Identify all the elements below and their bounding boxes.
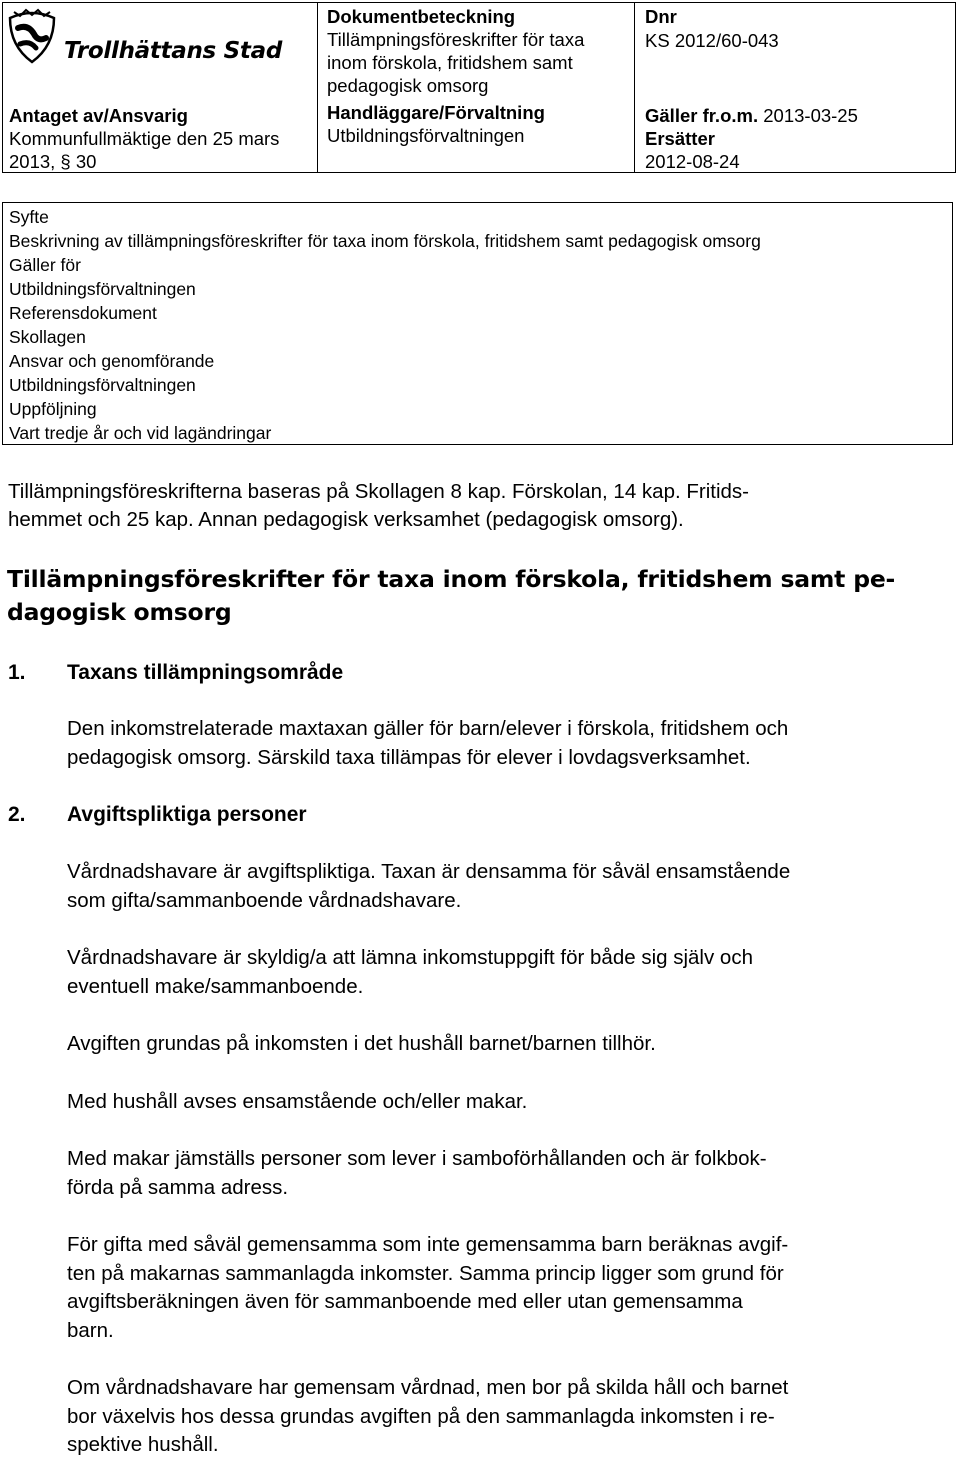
logo-text: Trollhättans Stad bbox=[64, 38, 282, 64]
antaget-label: Antaget av/Ansvarig bbox=[9, 105, 188, 126]
section2-p1-line1: Vårdnadshavare är avgiftspliktiga. Taxan är densamma för såväl ensamstående bbox=[67, 860, 791, 883]
ansvar-value: Utbildningsförvaltningen bbox=[9, 375, 196, 395]
dnr-label: Dnr bbox=[645, 6, 677, 27]
section1-p1-line2: pedagogisk omsorg. Särskild taxa tillämpas för elever i lovdagsverksamhet. bbox=[67, 746, 751, 769]
section2-p6-line1: För gifta med såväl gemensamma som inte gemensamma barn beräknas avgif- bbox=[67, 1233, 789, 1256]
galler-label: Gäller fr.o.m. bbox=[645, 105, 759, 126]
uppfoljning-value: Vart tredje år och vid lagändringar bbox=[9, 423, 272, 443]
document-info-box bbox=[2, 202, 953, 445]
referens-value: Skollagen bbox=[9, 327, 86, 347]
syfte-label: Syfte bbox=[9, 207, 49, 227]
main-heading-line2: dagogisk omsorg bbox=[7, 598, 232, 626]
intro-line1: Tillämpningsföreskrifterna baseras på Skollagen 8 kap. Förskolan, 14 kap. Fritids- bbox=[8, 480, 750, 503]
section2-p6-line2: ten på makarnas sammanlagda inkomster. Samma princip ligger som grund för bbox=[67, 1262, 784, 1285]
section2-number: 2. bbox=[8, 803, 26, 826]
referens-label: Referensdokument bbox=[9, 303, 157, 323]
doc-value-line1: Tillämpningsföreskrifter för taxa bbox=[327, 29, 585, 50]
coat-of-arms-icon bbox=[8, 6, 56, 64]
section1-title: Taxans tillämpningsområde bbox=[67, 661, 344, 684]
section2-p2-line1: Vårdnadshavare är skyldig/a att lämna inkomstuppgift för både sig själv och bbox=[67, 946, 753, 969]
section2-p5-line1: Med makar jämställs personer som lever i samboförhållanden och är folkbok- bbox=[67, 1147, 767, 1170]
doc-value-line3: pedagogisk omsorg bbox=[327, 75, 489, 96]
section2-p7-line2: bor växelvis hos dessa grundas avgiften på den sammanlagda inkomsten i re- bbox=[67, 1405, 775, 1428]
ansvar-label: Ansvar och genomförande bbox=[9, 351, 215, 371]
section2-p1-line2: som gifta/sammanboende vårdnadshavare. bbox=[67, 889, 462, 912]
section2-p5-line2: förda på samma adress. bbox=[67, 1176, 289, 1199]
handlaggare-label: Handläggare/Förvaltning bbox=[327, 102, 545, 123]
galler-row bbox=[645, 104, 858, 127]
section2-p6-line4: barn. bbox=[67, 1319, 114, 1342]
main-heading-line1: Tillämpningsföreskrifter för taxa inom förskola, fritidshem samt pe- bbox=[7, 565, 896, 593]
section1-p1-line1: Den inkomstrelaterade maxtaxan gäller för barn/elever i förskola, fritidshem och bbox=[67, 717, 789, 740]
municipality-logo bbox=[8, 6, 308, 64]
section2-p7-line1: Om vårdnadshavare har gemensam vårdnad, men bor på skilda håll och barnet bbox=[67, 1376, 789, 1399]
handlaggare-value: Utbildningsförvaltningen bbox=[327, 125, 525, 146]
section2-p3-line1: Avgiften grundas på inkomsten i det hushåll barnet/barnen tillhör. bbox=[67, 1032, 656, 1055]
section2-title: Avgiftspliktiga personer bbox=[67, 803, 307, 826]
antaget-value-line1: Kommunfullmäktige den 25 mars bbox=[9, 128, 280, 149]
doc-label: Dokumentbeteckning bbox=[327, 6, 516, 27]
galler-for-label: Gäller för bbox=[9, 255, 81, 275]
section2-p2-line2: eventuell make/sammanboende. bbox=[67, 975, 364, 998]
section1-number: 1. bbox=[8, 661, 26, 684]
section2-p6-line3: avgiftsberäkningen även för sammanboende med eller utan gemensamma bbox=[67, 1290, 743, 1313]
galler-value: 2013-03-25 bbox=[763, 105, 858, 126]
galler-for-value: Utbildningsförvaltningen bbox=[9, 279, 196, 299]
ersatter-label: Ersätter bbox=[645, 128, 715, 149]
dnr-value: KS 2012/60-043 bbox=[645, 30, 779, 51]
section2-p7-line3: spektive hushåll. bbox=[67, 1433, 219, 1456]
doc-value-line2: inom förskola, fritidshem samt bbox=[327, 52, 573, 73]
antaget-value-line2: 2013, § 30 bbox=[9, 151, 97, 172]
uppfoljning-label: Uppföljning bbox=[9, 399, 97, 419]
intro-line2: hemmet och 25 kap. Annan pedagogisk verksamhet (pedagogisk omsorg). bbox=[8, 508, 684, 531]
syfte-value: Beskrivning av tillämpningsföreskrifter för taxa inom förskola, fritidshem samt pedagogisk omsorg bbox=[9, 231, 761, 251]
section2-p4-line1: Med hushåll avses ensamstående och/eller makar. bbox=[67, 1090, 528, 1113]
ersatter-value: 2012-08-24 bbox=[645, 151, 740, 172]
